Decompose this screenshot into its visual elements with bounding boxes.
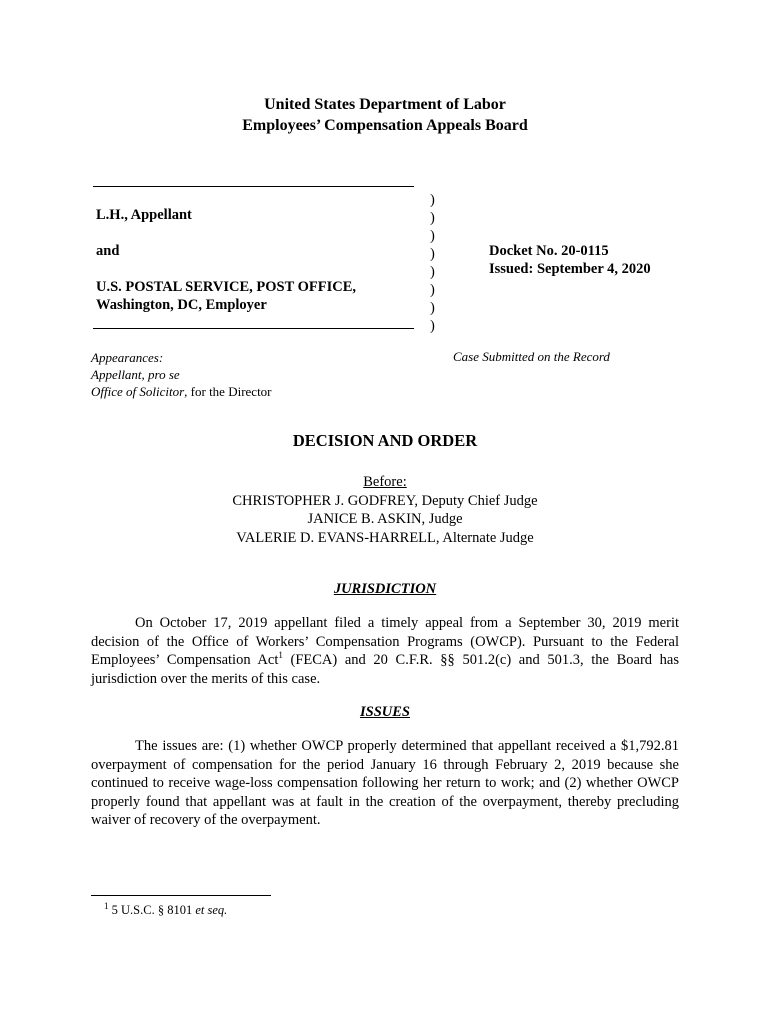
jurisdiction-heading-wrap [0,580,770,598]
footnote [104,900,228,918]
paren: ) [430,300,435,316]
footnote-italic: et seq. [195,903,228,917]
issues-text: The issues are: (1) whether OWCP properly determined that appellant received a $1,792.81 overpayment of compensation for the period January 16 through February 2, 2019 because she continued to receive wage-loss compensation following her return to work; and (2) whether OWCP properly found that appellant was at fault in the creation of the overpayment, thereby precluding waiver of recovery of the overpayment. [91,738,679,829]
paren: ) [430,210,435,226]
appellant-appearance: Appellant, pro se [91,367,180,382]
footnote-text: 5 U.S.C. § 8101 [108,903,196,917]
appellant-name: L.H., Appellant [96,207,192,223]
paren: ) [430,318,435,334]
paren: ) [430,282,435,298]
jurisdiction-text-b: (FECA) and 20 C.F.R. §§ 501.2(c) and 501.3, the Board has jurisdiction over the merits of this case. [91,652,679,687]
judge-2: JANICE B. ASKIN, Judge [307,511,463,527]
board-title: Employees’ Compensation Appeals Board [242,117,528,134]
issued-date: Issued: September 4, 2020 [489,261,651,277]
solicitor-office: Office of Solicitor [91,384,185,399]
jurisdiction-text-a: On October 17, 2019 appellant filed a timely appeal from a September 30, 2019 merit decision of the Office of Workers’ Compensation Programs (OWCP). Pursuant to the Federal Employees’ Compensation Act [91,615,679,669]
jurisdiction-paragraph [91,614,679,688]
caption-parens [430,191,435,335]
footnote-number: 1 [104,900,109,911]
decision-title: DECISION AND ORDER [292,431,478,450]
appearances-label: Appearances: [91,350,164,365]
paren: ) [430,246,435,262]
employer-line-2: Washington, DC, Employer [96,297,267,313]
issues-heading-wrap [0,703,770,721]
appearances-block [91,349,272,400]
caption-and: and [96,243,120,259]
issues-heading: ISSUES [360,704,410,720]
jurisdiction-heading: JURISDICTION [333,581,437,597]
employer-line-1: U.S. POSTAL SERVICE, POST OFFICE, [96,279,357,295]
paren: ) [430,228,435,244]
issues-paragraph [91,737,679,830]
docket-number: Docket No. 20-0115 [489,243,609,259]
footnote-ref: 1 [278,650,283,661]
solicitor-appearance [91,383,272,400]
judge-1: CHRISTOPHER J. GODFREY, Deputy Chief Judge [232,492,538,509]
paren: ) [430,192,435,208]
agency-title: United States Department of Labor [264,96,506,113]
judges-block [0,473,770,547]
judge-3: VALERIE D. EVANS-HARRELL, Alternate Judge [236,529,534,546]
before-label: Before: [363,474,407,490]
caption-top-rule [93,186,414,187]
footnote-rule [91,895,271,896]
paren: ) [430,264,435,280]
solicitor-role: , for the Director [184,384,272,399]
case-submitted: Case Submitted on the Record [453,349,610,364]
caption-bottom-rule [93,328,414,329]
